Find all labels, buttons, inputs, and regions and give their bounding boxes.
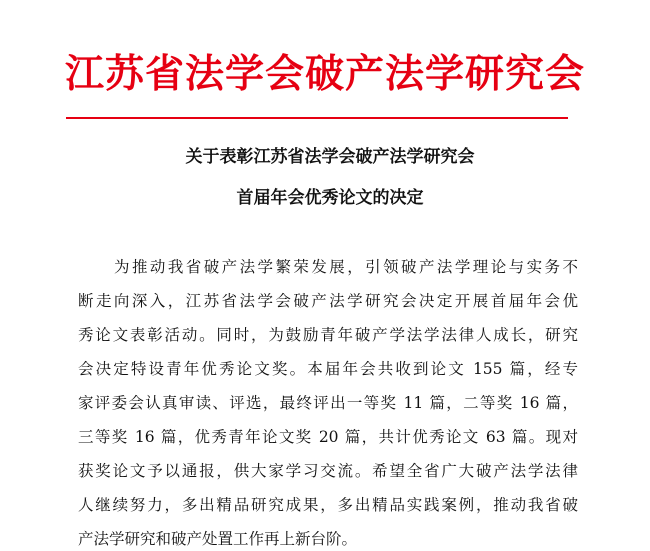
body-line-7: 获奖论文予以通报，供大家学习交流。希望全省广大破产法学法律 (78, 462, 578, 480)
body-line-9: 产法学研究和破产处置工作再上新台阶。 (78, 530, 358, 548)
document-title-line-1: 关于表彰江苏省法学会破产法学研究会 (185, 147, 475, 167)
organization-header: 江苏省法学会破产法学研究会 (64, 51, 585, 97)
body-line-5: 家评委会认真审读、评选，最终评出一等奖 11 篇，二等奖 16 篇， (78, 394, 578, 412)
body-line-3: 秀论文表彰活动。同时，为鼓励青年破产学法学法律人成长，研究 (78, 326, 578, 344)
header-divider (66, 117, 568, 119)
body-line-4: 会决定特设青年优秀论文奖。本届年会共收到论文 155 篇，经专 (78, 360, 578, 378)
body-line-6: 三等奖 16 篇，优秀青年论文奖 20 篇，共计优秀论文 63 篇。现对 (78, 428, 578, 446)
body-line-2: 断走向深入，江苏省法学会破产法学研究会决定开展首届年会优 (78, 292, 578, 310)
body-line-1: 为推动我省破产法学繁荣发展，引领破产法学理论与实务不 (114, 258, 578, 276)
body-line-8: 人继续努力，多出精品研究成果，多出精品实践案例，推动我省破 (78, 496, 578, 514)
document-title-line-2: 首届年会优秀论文的决定 (236, 188, 424, 208)
